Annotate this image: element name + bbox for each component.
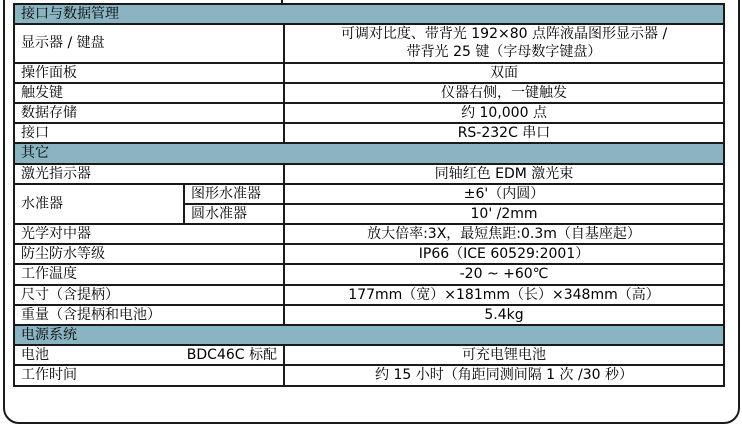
table-row [14, 285, 724, 305]
table-row [14, 184, 724, 204]
table-row [14, 63, 724, 83]
spec-value-battery: 可充电锂电池 [284, 345, 724, 365]
spec-table [13, 3, 725, 387]
table-row [14, 224, 724, 244]
table-row [14, 345, 724, 365]
section-row-others [14, 143, 724, 163]
spec-value-data-storage: 约 10,000 点 [284, 103, 724, 123]
spec-label-control-panel: 操作面板 [14, 63, 284, 83]
spec-label-operating-temperature: 工作温度 [14, 264, 284, 284]
spec-value-graphic-level: ±6'（内圆） [284, 184, 724, 204]
section-header-interface-data: 接口与数据管理 [14, 4, 724, 24]
table-row [14, 83, 724, 103]
spec-value-operating-temperature: -20 ~ +60℃ [284, 264, 724, 284]
section-row-interface-data [14, 4, 724, 24]
table-row [14, 164, 724, 184]
spec-label-trigger-key: 触发键 [14, 83, 284, 103]
section-header-power-system: 电源系统 [14, 325, 724, 345]
spec-label-display-keyboard: 显示器 / 键盘 [14, 24, 284, 62]
spec-label-battery-text: 电池 [21, 347, 49, 364]
table-row [14, 305, 724, 325]
spec-value-weight: 5.4kg [284, 305, 724, 325]
section-row-power-system [14, 325, 724, 345]
spec-value-control-panel: 双面 [284, 63, 724, 83]
spec-value-display-keyboard [284, 24, 724, 62]
table-row [14, 244, 724, 264]
spec-value-dust-water-rating: IP66（ICE 60529:2001） [284, 244, 724, 264]
table-row [14, 123, 724, 143]
spec-label-operating-time: 工作时间 [14, 365, 284, 385]
spec-sublabel-circular-level: 圆水准器 [184, 204, 284, 224]
spec-label-dimensions: 尺寸（含提柄） [14, 285, 284, 305]
spec-value-operating-time: 约 15 小时（角距同测间隔 1 次 /30 秒） [284, 365, 724, 385]
spec-value-interface: RS-232C 串口 [284, 123, 724, 143]
spec-label-optical-plummet: 光学对中器 [14, 224, 284, 244]
spec-label-levels: 水准器 [14, 184, 184, 224]
spec-sublabel-graphic-level: 图形水准器 [184, 184, 284, 204]
spec-label-interface: 接口 [14, 123, 284, 143]
spec-value-trigger-key: 仪器右侧，一键触发 [284, 83, 724, 103]
table-row [14, 264, 724, 284]
spec-label-weight: 重量（含提柄和电池） [14, 305, 284, 325]
spec-value-optical-plummet: 放大倍率:3X，最短焦距:0.3m（自基座起） [284, 224, 724, 244]
spec-value-line1: 可调对比度、带背光 192×80 点阵液晶图形显示器 / [340, 26, 668, 43]
spec-label-battery [14, 345, 284, 365]
spec-label-dust-water-rating: 防尘防水等级 [14, 244, 284, 264]
section-header-others: 其它 [14, 143, 724, 163]
spec-label-battery-model: BDC46C 标配 [186, 347, 277, 364]
spec-value-line2: 带背光 25 键（字母数字键盘） [406, 44, 602, 61]
spec-label-laser-pointer: 激光指示器 [14, 164, 284, 184]
table-row [14, 365, 724, 385]
table-row [14, 24, 724, 62]
table-row [14, 103, 724, 123]
spec-value-laser-pointer: 同轴红色 EDM 激光束 [284, 164, 724, 184]
spec-label-data-storage: 数据存储 [14, 103, 284, 123]
spec-value-circular-level: 10' /2mm [284, 204, 724, 224]
spec-value-dimensions: 177mm（宽）×181mm（长）×348mm（高） [284, 285, 724, 305]
